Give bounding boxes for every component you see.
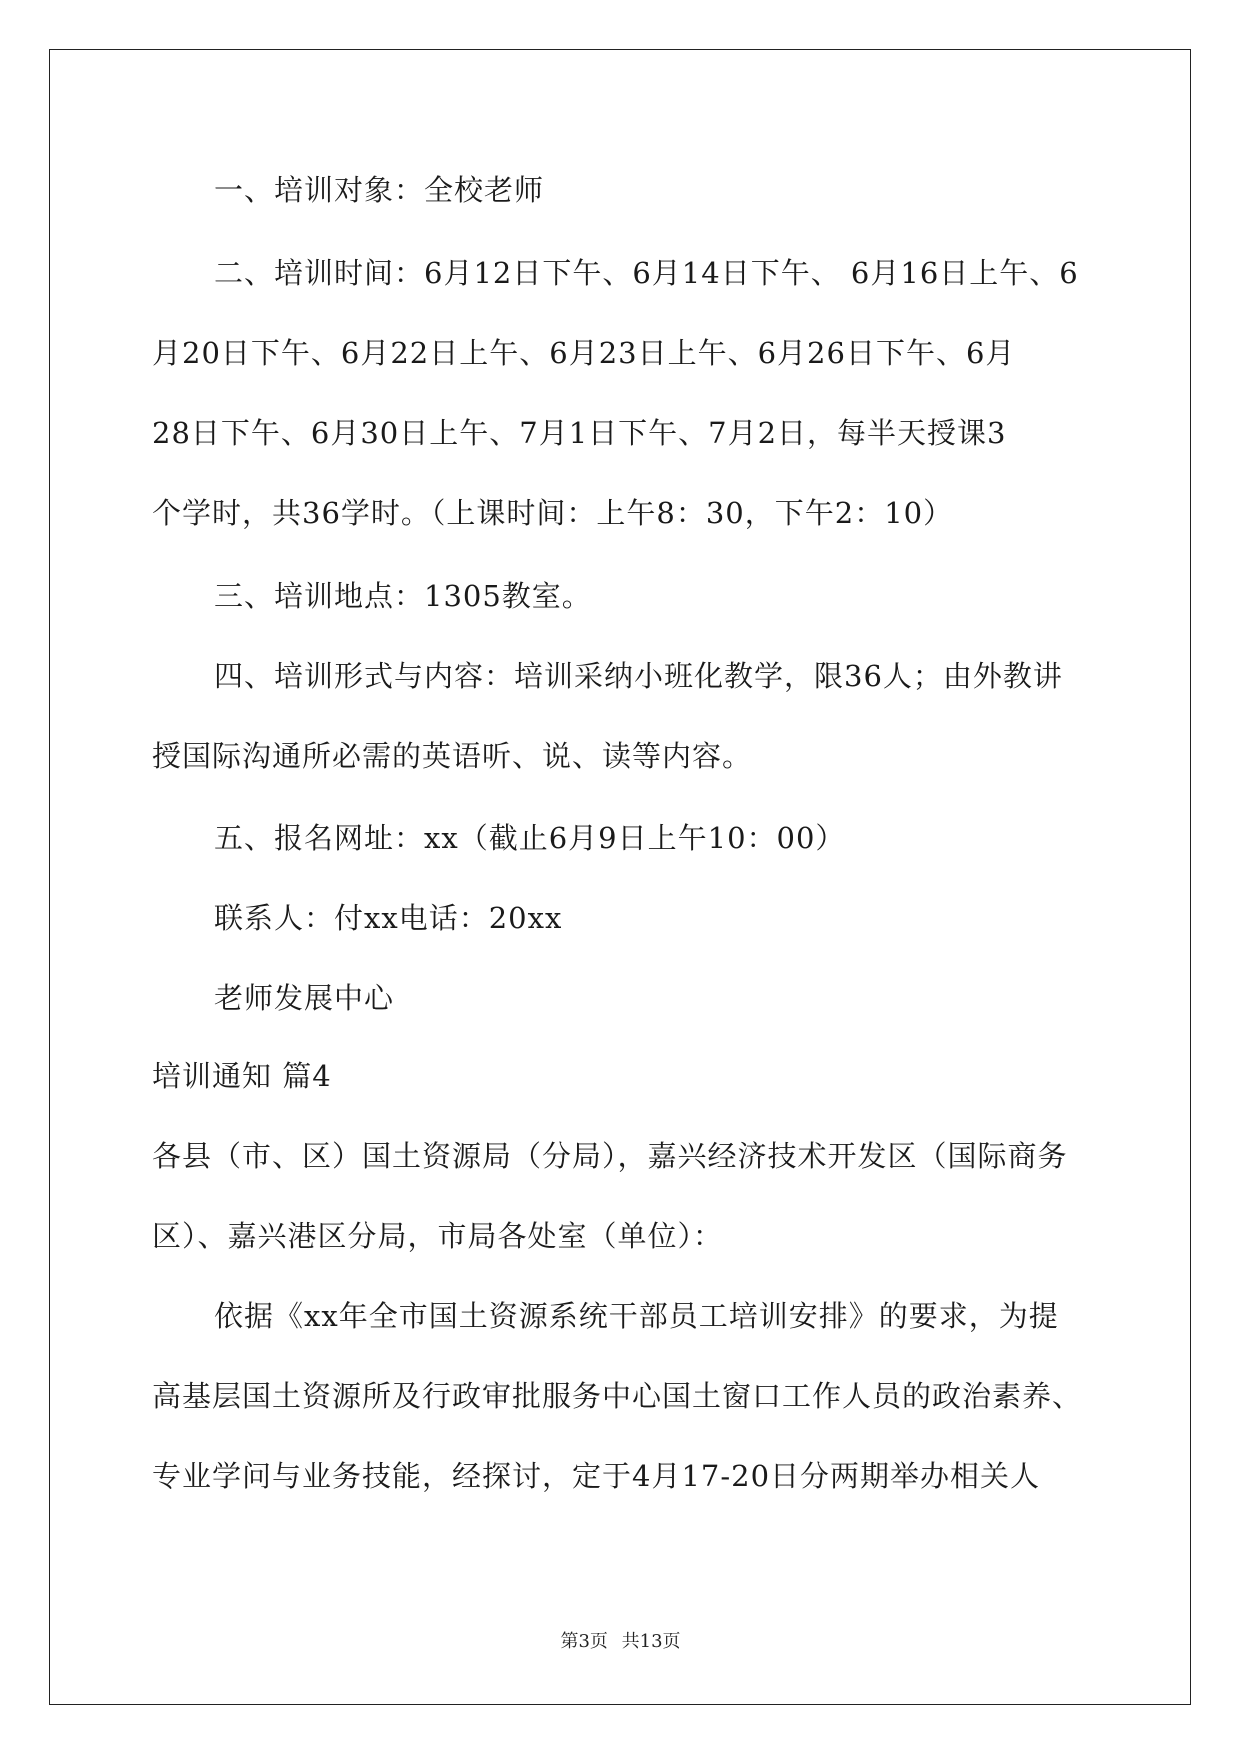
paragraph-training-time-cont-1: 月20日下午、6月22日上午、6月23日上午、6月26日下午、6月 (152, 336, 1016, 370)
paragraph-training-time-cont-3: 个学时，共36学时。（上课时间：上午8：30，下午2：10） (152, 496, 954, 530)
page-number: 第3页 (560, 1631, 608, 1652)
paragraph-training-location: 三、培训地点：1305教室。 (214, 579, 592, 613)
section-heading: 培训通知 篇4 (152, 1059, 332, 1093)
paragraph-registration: 五、报名网址：xx（截止6月9日上午10：00） (214, 821, 846, 855)
page-border (49, 49, 1191, 1705)
paragraph-recipients: 各县（市、区）国土资源局（分局），嘉兴经济技术开发区（国际商务 (152, 1139, 1068, 1173)
paragraph-training-format-cont: 授国际沟通所必需的英语听、说、读等内容。 (152, 739, 753, 773)
page-total: 共13页 (621, 1631, 681, 1652)
paragraph-training-time-cont-2: 28日下午、6月30日上午、7月1日下午、7月2日，每半天授课3 (152, 416, 1007, 450)
paragraph-signature: 老师发展中心 (214, 981, 395, 1015)
paragraph-basis-cont-2: 专业学问与业务技能，经探讨，定于4月17-20日分两期举办相关人 (152, 1459, 1041, 1493)
page-footer (0, 1630, 1241, 1654)
paragraph-contact: 联系人：付xx电话：20xx (214, 901, 563, 935)
paragraph-basis: 依据《xx年全市国土资源系统干部员工培训安排》的要求，为提 (214, 1299, 1059, 1333)
paragraph-training-target: 一、培训对象：全校老师 (214, 173, 545, 207)
paragraph-recipients-cont: 区）、嘉兴港区分局，市局各处室（单位）： (152, 1219, 724, 1253)
paragraph-training-time: 二、培训时间：6月12日下午、6月14日下午、 6月16日上午、6 (214, 256, 1079, 290)
paragraph-training-format: 四、培训形式与内容：培训采纳小班化教学，限36人；由外教讲 (214, 659, 1063, 693)
paragraph-basis-cont-1: 高基层国土资源所及行政审批服务中心国土窗口工作人员的政治素养、 (152, 1379, 1083, 1413)
